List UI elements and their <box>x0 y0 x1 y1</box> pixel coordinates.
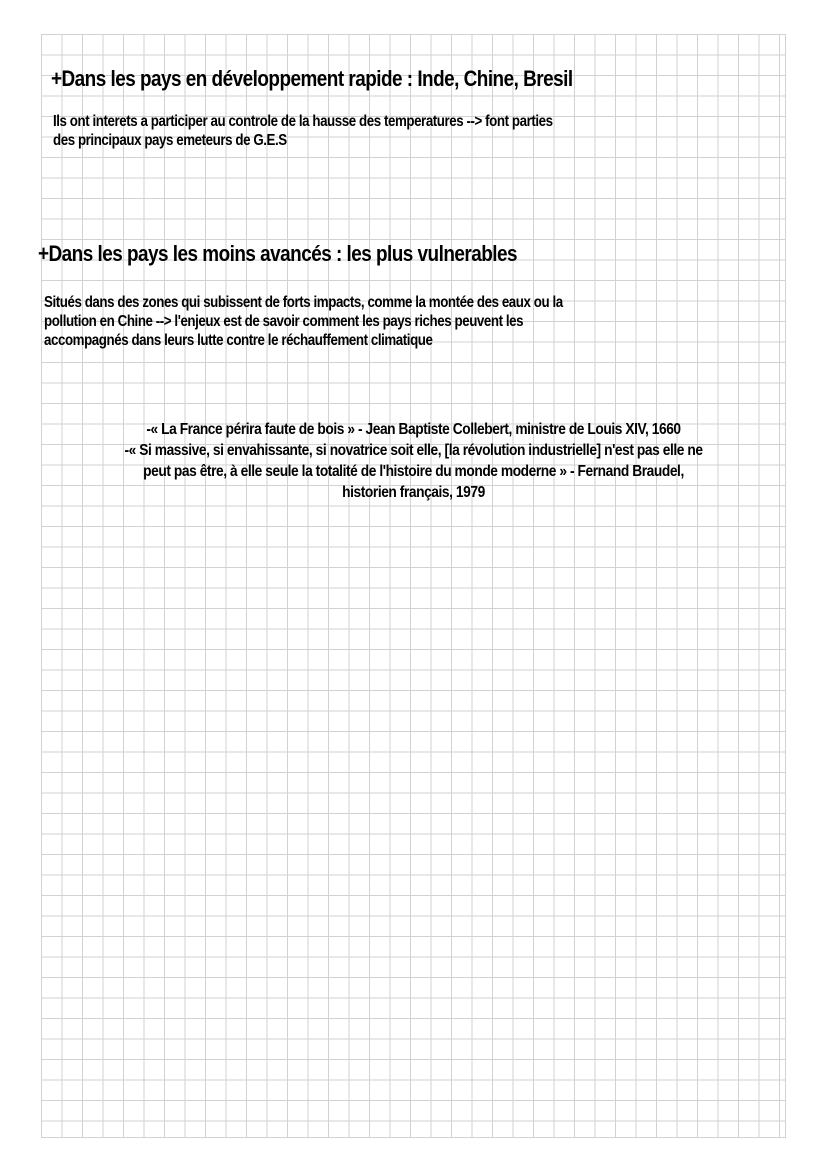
paragraph-line: accompagnés dans leurs lutte contre le réchauffement climatique <box>44 332 433 349</box>
heading-rapid-development: +Dans les pays en développement rapide : Inde, Chine, Bresil <box>51 66 573 91</box>
paragraph-line: pollution en Chine --> l'enjeux est de savoir comment les pays riches peuvent les <box>44 313 524 330</box>
quote-colbert: -« La France périra faute de bois » - Jean Baptiste Collebert, ministre de Louis XIV, 1660 <box>146 421 681 438</box>
heading-least-developed: +Dans les pays les moins avancés : les plus vulnerables <box>38 241 518 266</box>
paragraph-least-developed <box>44 293 563 350</box>
paragraph-rapid-development <box>53 112 553 150</box>
grid-paper <box>41 34 786 1138</box>
paragraph-line: Situés dans des zones qui subissent de forts impacts, comme la montée des eaux ou la <box>44 294 563 311</box>
paragraph-line: des principaux pays emeteurs de G.E.S <box>53 132 287 149</box>
quotes-block <box>41 419 786 503</box>
quote-braudel-line-3: historien français, 1979 <box>342 484 485 501</box>
paragraph-line: Ils ont interets a participer au controle de la hausse des temperatures --> font parties <box>53 113 553 130</box>
quote-braudel-line-2: peut pas être, à elle seule la totalité de l'histoire du monde moderne » - Fernand Braudel, <box>143 463 684 480</box>
quote-braudel-line-1: -« Si massive, si envahissante, si novatrice soit elle, [la révolution industrielle] n'est pas elle ne <box>124 442 703 459</box>
